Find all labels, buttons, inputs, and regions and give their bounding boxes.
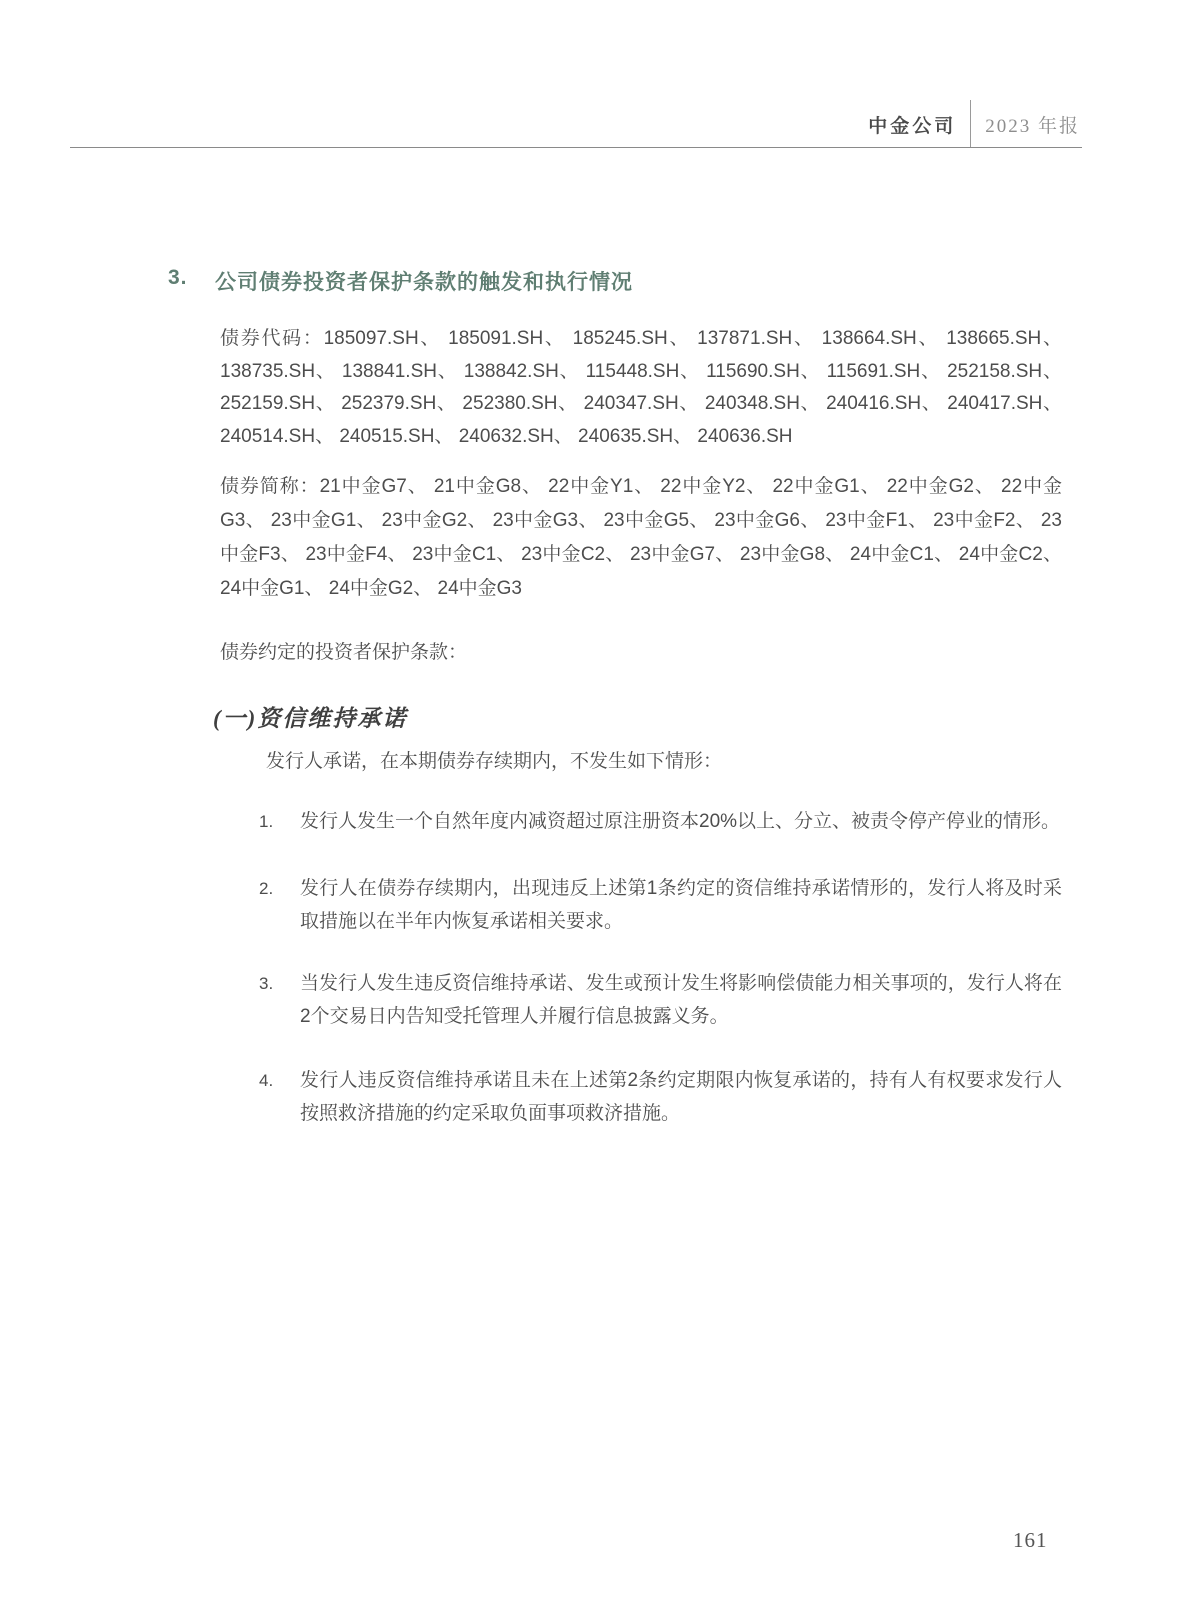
clause-number-2: 2.: [259, 879, 274, 898]
clause-text-2: 发行人在债券存续期内，出现违反上述第1条约定的资信维持承诺情形的，发行人将及时采取措施以在半年内恢复承诺相关要求。: [300, 878, 1062, 932]
clause-number-4: 4.: [259, 1071, 274, 1090]
promise-intro: 发行人承诺，在本期债券存续期内，不发生如下情形：: [266, 751, 723, 772]
running-header-inner: [868, 100, 1080, 148]
page-number: 161: [1013, 1528, 1048, 1552]
clause-item-4: [259, 1064, 1062, 1130]
subsection-title: (一)资信维持承诺: [213, 706, 408, 731]
header-rule: [70, 147, 1082, 148]
section-title: 公司债券投资者保护条款的触发和执行情况: [215, 271, 633, 294]
clause-number-3: 3.: [259, 974, 274, 993]
clause-text-1: 发行人发生一个自然年度内减资超过原注册资本20%以上、分立、被责令停产停业的情形。: [300, 811, 1061, 832]
company-name: 中金公司: [868, 115, 957, 137]
running-header: [0, 100, 1190, 148]
bond-codes-paragraph: 债券代码：185097.SH、 185091.SH、 185245.SH、 137871.SH、 138664.SH、 138665.SH、 138735.SH、 138841.SH、 138842.SH、 115448.SH、 115690.SH、 115691.SH、 252158.SH、 252159.SH、 252379.SH、 252380.SH、 240347.SH、 240348.SH、 240416.SH、 240417.SH、 240514.SH、 240515.SH、 240632.SH、 240635.SH、 240636.SH: [220, 328, 1062, 447]
clauses-intro: 债券约定的投资者保护条款：: [220, 642, 468, 663]
bond-names-paragraph: 债券简称：21中金G7、 21中金G8、 22中金Y1、 22中金Y2、 22中金G1、 22中金G2、 22中金G3、 23中金G1、 23中金G2、 23中金G3、 23中金G5、 23中金G6、 23中金F1、 23中金F2、 23中金F3、 23中金F4、 23中金C1、 23中金C2、 23中金G7、 23中金G8、 24中金C1、 24中金C2、 24中金G1、 24中金G2、 24中金G3: [220, 476, 1062, 599]
report-edition: 2023 年报: [985, 115, 1080, 137]
clause-item-2: [259, 872, 1062, 938]
section-number: 3.: [168, 266, 188, 289]
clause-item-3: [259, 967, 1062, 1033]
clause-text-4: 发行人违反资信维持承诺且未在上述第2条约定期限内恢复承诺的，持有人有权要求发行人按照救济措施的约定采取负面事项救济措施。: [300, 1070, 1062, 1124]
clause-text-3: 当发行人发生违反资信维持承诺、发生或预计发生将影响偿债能力相关事项的，发行人将在2个交易日内告知受托管理人并履行信息披露义务。: [300, 973, 1062, 1027]
clause-item-1: [259, 805, 1062, 838]
section-heading: [168, 266, 633, 296]
clause-number-1: 1.: [259, 812, 274, 831]
